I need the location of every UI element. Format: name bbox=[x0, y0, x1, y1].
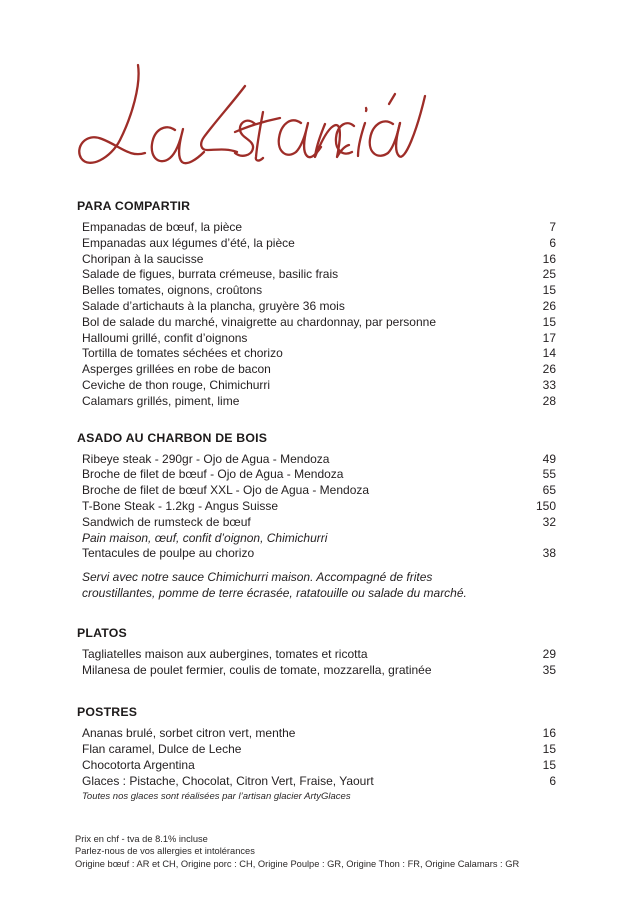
menu-item bbox=[82, 267, 556, 283]
menu-item-description bbox=[82, 531, 556, 547]
footer-line-prices: Prix en chf - tva de 8.1% incluse bbox=[75, 834, 208, 844]
menu-item bbox=[82, 515, 556, 531]
item-name: Glaces : Pistache, Chocolat, Citron Vert, Fraise, Yaourt bbox=[82, 773, 374, 788]
item-price: 26 bbox=[542, 298, 556, 313]
item-name: Choripan à la saucisse bbox=[82, 251, 204, 266]
menu-item bbox=[82, 742, 556, 758]
footer-line-allergies: Parlez-nous de vos allergies et intolérances bbox=[75, 846, 255, 857]
item-price: 49 bbox=[542, 451, 556, 466]
section-title: ASADO AU CHARBON DE BOIS bbox=[77, 430, 268, 445]
item-name: Calamars grillés, piment, lime bbox=[82, 393, 240, 408]
item-name: Broche de filet de bœuf - Ojo de Agua - Mendoza bbox=[82, 467, 344, 482]
item-name: Empanadas de bœuf, la pièce bbox=[82, 220, 243, 234]
glaces-footnote: Toutes nos glaces sont réalisées par l’artisan glacier ArtyGlaces bbox=[82, 790, 351, 802]
section-items bbox=[77, 452, 556, 563]
menu-item bbox=[82, 378, 556, 394]
item-name: Tagliatelles maison aux aubergines, tomates et ricotta bbox=[82, 646, 368, 661]
item-name: Tentacules de poulpe au chorizo bbox=[82, 546, 255, 561]
item-price: 15 bbox=[542, 283, 556, 298]
item-name: Salade de figues, burrata crémeuse, basilic frais bbox=[82, 267, 339, 282]
item-name: Ananas brulé, sorbet citron vert, menthe bbox=[82, 726, 296, 741]
menu-item bbox=[82, 346, 556, 362]
section-postres bbox=[77, 705, 556, 802]
menu-item bbox=[82, 499, 556, 515]
menu-item bbox=[82, 726, 556, 742]
section-title: PLATOS bbox=[77, 625, 127, 640]
item-name: Belles tomates, oignons, croûtons bbox=[82, 283, 263, 298]
menu-item bbox=[82, 299, 556, 315]
logo-signature-icon bbox=[75, 60, 435, 187]
item-price: 14 bbox=[542, 346, 556, 361]
item-price: 25 bbox=[542, 267, 556, 282]
menu-item bbox=[82, 283, 556, 299]
menu-item bbox=[82, 546, 556, 562]
item-name: Tortilla de tomates séchées et chorizo bbox=[82, 346, 283, 361]
item-name: Salade d’artichauts à la plancha, gruyère 36 mois bbox=[82, 298, 345, 313]
item-name: Chocotorta Argentina bbox=[82, 757, 195, 772]
menu-item bbox=[82, 362, 556, 378]
item-price: 6 bbox=[549, 773, 556, 788]
item-price: 150 bbox=[535, 498, 556, 513]
item-price: 6 bbox=[549, 235, 556, 250]
menu-item bbox=[82, 663, 556, 679]
item-name: Broche de filet de bœuf XXL - Ojo de Agua - Mendoza bbox=[82, 483, 370, 498]
item-price: 16 bbox=[542, 251, 556, 266]
section-note: Servi avec notre sauce Chimichurri maison. Accompagné de frites croustillantes, pomme de terre écrasée, ratatouille ou salade du marché. bbox=[82, 570, 467, 600]
item-price: 26 bbox=[542, 362, 556, 377]
item-price: 29 bbox=[542, 646, 556, 661]
section-items bbox=[77, 647, 556, 679]
section-asado bbox=[77, 431, 556, 602]
menu-item bbox=[82, 452, 556, 468]
item-name: Asperges grillées en robe de bacon bbox=[82, 362, 271, 377]
item-name: Empanadas aux légumes d’été, la pièce bbox=[82, 235, 295, 250]
menu-item bbox=[82, 331, 556, 347]
section-items bbox=[77, 220, 556, 410]
item-price: 65 bbox=[542, 483, 556, 498]
item-price: 32 bbox=[542, 514, 556, 529]
footer bbox=[75, 833, 519, 870]
item-price: 35 bbox=[542, 662, 556, 677]
item-price: 15 bbox=[542, 742, 556, 757]
item-price: 7 bbox=[549, 220, 556, 234]
item-name: Ribeye steak - 290gr - Ojo de Agua - Mendoza bbox=[82, 451, 330, 466]
menu-item bbox=[82, 467, 556, 483]
section-platos bbox=[77, 626, 556, 679]
menu-item bbox=[82, 220, 556, 236]
item-name: Flan caramel, Dulce de Leche bbox=[82, 742, 242, 757]
item-price: 38 bbox=[542, 546, 556, 561]
footer-line-origins: Origine bœuf : AR et CH, Origine porc : CH, Origine Poulpe : GR, Origine Thon : FR, Origine Calamars : GR bbox=[75, 858, 520, 869]
item-price: 17 bbox=[542, 330, 556, 345]
restaurant-logo bbox=[75, 60, 435, 187]
menu bbox=[77, 199, 556, 803]
menu-item bbox=[82, 483, 556, 499]
menu-item bbox=[82, 252, 556, 268]
item-name: Ceviche de thon rouge, Chimichurri bbox=[82, 377, 271, 392]
item-name: Pain maison, œuf, confit d’oignon, Chimichurri bbox=[82, 530, 328, 545]
menu-item bbox=[82, 315, 556, 331]
menu-item bbox=[82, 774, 556, 790]
item-name: Halloumi grillé, confit d’oignons bbox=[82, 330, 248, 345]
menu-item bbox=[82, 236, 556, 252]
menu-item bbox=[82, 394, 556, 410]
item-name: T-Bone Steak - 1.2kg - Angus Suisse bbox=[82, 498, 279, 513]
item-price: 15 bbox=[542, 314, 556, 329]
item-price: 33 bbox=[542, 377, 556, 392]
item-price: 16 bbox=[542, 726, 556, 741]
item-price: 55 bbox=[542, 467, 556, 482]
section-title: POSTRES bbox=[77, 705, 138, 720]
item-name: Bol de salade du marché, vinaigrette au chardonnay, par personne bbox=[82, 314, 437, 329]
item-price: 28 bbox=[542, 393, 556, 408]
menu-item bbox=[82, 647, 556, 663]
section-para-compartir bbox=[77, 199, 556, 410]
item-price: 15 bbox=[542, 757, 556, 772]
menu-item bbox=[82, 758, 556, 774]
section-title: PARA COMPARTIR bbox=[77, 199, 191, 213]
item-name: Sandwich de rumsteck de bœuf bbox=[82, 514, 251, 529]
section-items bbox=[77, 726, 556, 789]
item-name: Milanesa de poulet fermier, coulis de tomate, mozzarella, gratinée bbox=[82, 662, 432, 677]
